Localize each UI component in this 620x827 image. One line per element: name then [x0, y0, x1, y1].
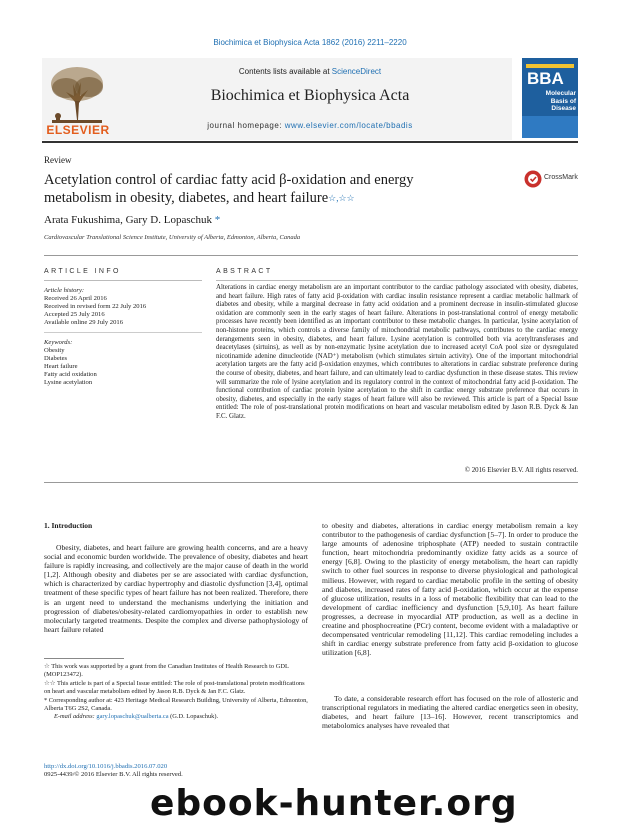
keyword-item: Fatty acid oxidation [44, 371, 97, 378]
contents-prefix: Contents lists available at [238, 67, 332, 76]
journal-homepage [120, 121, 500, 130]
title-line-text: metabolism in obesity, diabetes, and heart failure [44, 190, 329, 206]
authors: Arata Fukushima, Gary D. Lopaschuk [44, 214, 213, 226]
email-line [44, 713, 308, 721]
history-item: Accepted 25 July 2016 [44, 311, 105, 318]
keyword-item: Lysine acetylation [44, 379, 93, 386]
article-type: Review [44, 155, 72, 165]
sciencedirect-link[interactable]: ScienceDirect [331, 67, 382, 76]
divider [44, 280, 202, 281]
elsevier-tree-logo-icon [44, 62, 110, 132]
article-info-heading: ARTICLE INFO [44, 268, 121, 275]
watermark-text: ebook-hunter.org [150, 783, 518, 824]
body-paragraph: to obesity and diabetes, alterations in cardiac energy metabolism remain a key contributor to the pathogenesis of cardiac dysfunction [5–7]. In order to produce the large amounts of adenosine triphosphate (ATP) needed to sustain contractile function, heart mitochondria predominantly oxidize fatty acids as a source of energy [6,8]. Owing to the plasticity of energy metabolism, the heart can rapidly switch to other fuel sources in response to diverse physiological and pathological milieus. However, with regard to cardiac metabolic profile in the setting of obesity and diabetes, increased rates of fatty acid β-oxidation, which occur at the expense of glucose utilization, results in a loss of metabolic flexibility that can lead to the development of cardiac inefficiency and dysfunction [5,9,10]. As heart failure progresses, a decrease in myocardial ATP production, as well as a decline in creatine and phosphocreatine (PCr) content, become evident with a maladaptive or decompensated ventricular remodeling [11,12]. This cardiac remodeling includes a shift in cardiac energy substrate preference from fatty acid β-oxidation to glucose utilization [6,8]. [322, 521, 578, 658]
journal-title: Biochimica et Biophysica Acta [210, 87, 410, 104]
corresponding-author-mark[interactable]: * [212, 214, 221, 226]
header-divider [42, 141, 578, 143]
footnotes [44, 663, 308, 720]
author-list [44, 214, 220, 226]
journal-cover-image [522, 58, 578, 138]
cover-subtitle-line: Basis of [550, 97, 576, 105]
homepage-prefix: journal homepage: [207, 121, 285, 130]
divider [216, 280, 578, 281]
footnote: * Corresponding author at: 423 Heritage Medical Research Building, University of Alberta, Edmonton, Alberta T6G 2S2, Canada. [44, 697, 308, 712]
footnote-divider [44, 658, 124, 659]
divider [44, 255, 578, 256]
history-item: Received in revised form 22 July 2016 [44, 303, 147, 310]
contents-line [120, 67, 500, 76]
article-history [44, 287, 204, 327]
crossmark-badge[interactable] [524, 170, 578, 188]
cover-subtitle-line: Disease [551, 105, 576, 112]
cover-stripe [526, 64, 574, 68]
article-title [44, 171, 484, 207]
section-heading: 1. Introduction [44, 521, 93, 530]
keyword-item: Diabetes [44, 355, 68, 362]
running-header[interactable]: Biochimica et Biophysica Acta 1862 (2016) 2211–2220 [213, 38, 407, 47]
history-item: Received 26 April 2016 [44, 295, 107, 302]
history-label: Article history: [44, 287, 85, 294]
cover-subtitle [530, 90, 576, 113]
cover-brand: BBA [527, 69, 564, 88]
footnote: ☆☆ This article is part of a Special Issue entitled: The role of post-translational protein modifications on heart and vascular metabolism edited by Jason R.B. Dyck & Jan F.C. Glatz. [44, 680, 305, 695]
doi-block [44, 763, 183, 779]
body-paragraph: To date, a considerable research effort has focused on the role of allosteric and transcriptional regulators in mediating the altered cardiac energetics seen in obesity, diabetes, and heart failure [13–16]. However, recent transcriptomics and metabolomics analyses have revealed that [322, 694, 578, 731]
history-item: Available online 29 July 2016 [44, 319, 123, 326]
keywords-label: Keywords: [44, 339, 73, 346]
abstract-copyright: © 2016 Elsevier B.V. All rights reserved. [464, 467, 578, 474]
abstract-heading: ABSTRACT [216, 268, 273, 275]
crossmark-icon [524, 170, 542, 188]
cover-bottom-band [522, 116, 578, 138]
divider [44, 332, 202, 333]
cover-subtitle-line: Molecular [545, 90, 576, 97]
keyword-item: Obesity [44, 347, 65, 354]
footnote: ☆ This work was supported by a grant from the Canadian Institutes of Health Research to GDL (MOP123472). [44, 663, 289, 678]
issn-line: 0925-4439/© 2016 Elsevier B.V. All rights reserved. [44, 771, 183, 778]
affiliation: Cardiovascular Translational Science Institute, University of Alberta, Edmonton, Alberta, Canada [44, 234, 301, 241]
email-link[interactable]: gary.lopaschuk@ualberta.ca [96, 712, 169, 720]
keyword-item: Heart failure [44, 363, 78, 370]
crossmark-label: CrossMark [544, 174, 578, 181]
body-paragraph: Obesity, diabetes, and heart failure are growing health concerns, and are a heavy social and economic burden worldwide. The prevalence of obesity, diabetes and heart failure is rapidly increasing, and collectively are the major cause of death in the world [1,2]. Although obesity and diabetes per se are associated with cardiac dysfunction, which is characterized by cardiac hypertrophy and diastolic dysfunction [3,4], optimal treatment of these specific types of heart failure has not been realized. Therefore, there is an urgent need to understand the mechanisms underlying the initiation and progression of diabetes/obesity-related cardiomyopathies in order to establish new molecularly targeted treatments. Despite the complex and diverse pathophysiology of heart failure related [44, 543, 308, 634]
title-line: Acetylation control of cardiac fatty acid β-oxidation and energy [44, 172, 414, 188]
homepage-link[interactable]: www.elsevier.com/locate/bbadis [284, 121, 413, 130]
title-footnote-marks[interactable]: ☆,☆☆ [328, 193, 355, 203]
doi-link[interactable]: http://dx.doi.org/10.1016/j.bbadis.2016.07.020 [44, 763, 168, 770]
title-line [44, 189, 484, 207]
keywords [44, 339, 204, 387]
email-suffix: (G.D. Lopaschuk). [168, 712, 219, 720]
abstract-text: Alterations in cardiac energy metabolism are an important contributor to the cardiac pathology associated with obesity, diabetes, and heart failure. High rates of fatty acid β-oxidation with cardiac insulin resistance represent a cardiac metabolic hallmark of diabetes and obesity, while a marginal decrease in fatty acid oxidation and a prominent decrease in insulin-stimulated glucose oxidation are commonly seen in the early stages of heart failure. Alterations in post-translational control of energy metabolic processes have recently been identified as an important contributor to these metabolic changes. In particular, lysine acetylation of non-histone proteins, which controls a diverse family of mitochondrial metabolic pathways, contributes to the cardiac energy derangements seen in obesity, diabetes, and heart failure. Lysine acetylation is controlled both via acetyltransferases and deacetylases (sirtuins), as well as by non-enzymatic lysine acetylation due to increased acetyl CoA pool size or dysregulated nicotinamide adenine dinucleotide (NAD⁺) metabolism (which stimulates sirtuin activity). One of the important mitochondrial acetylation targets are the fatty acid β-oxidation enzymes, which contributes to alterations in cardiac substrate preference during the course of obesity, diabetes, and heart failure, and can ultimately lead to cardiac dysfunction in these disease states. This review will summarize the role of lysine acetylation and its regulatory control in the context of mitochondrial fatty acid β-oxidation. The functional contribution of cardiac protein lysine acetylation to the shift in cardiac energy substrate preference that occurs in obesity, diabetes, and especially in the early stages of heart failure will also be reviewed. This article is part of a Special Issue entitled: The role of post-translational protein modifications on heart and vascular metabolism edited by Jason R.B. Dyck & Jan F.C. Glatz. [216, 284, 578, 420]
publisher-logo-text: ELSEVIER [46, 123, 110, 137]
email-label: E-mail address: [54, 712, 97, 720]
divider [44, 482, 578, 483]
